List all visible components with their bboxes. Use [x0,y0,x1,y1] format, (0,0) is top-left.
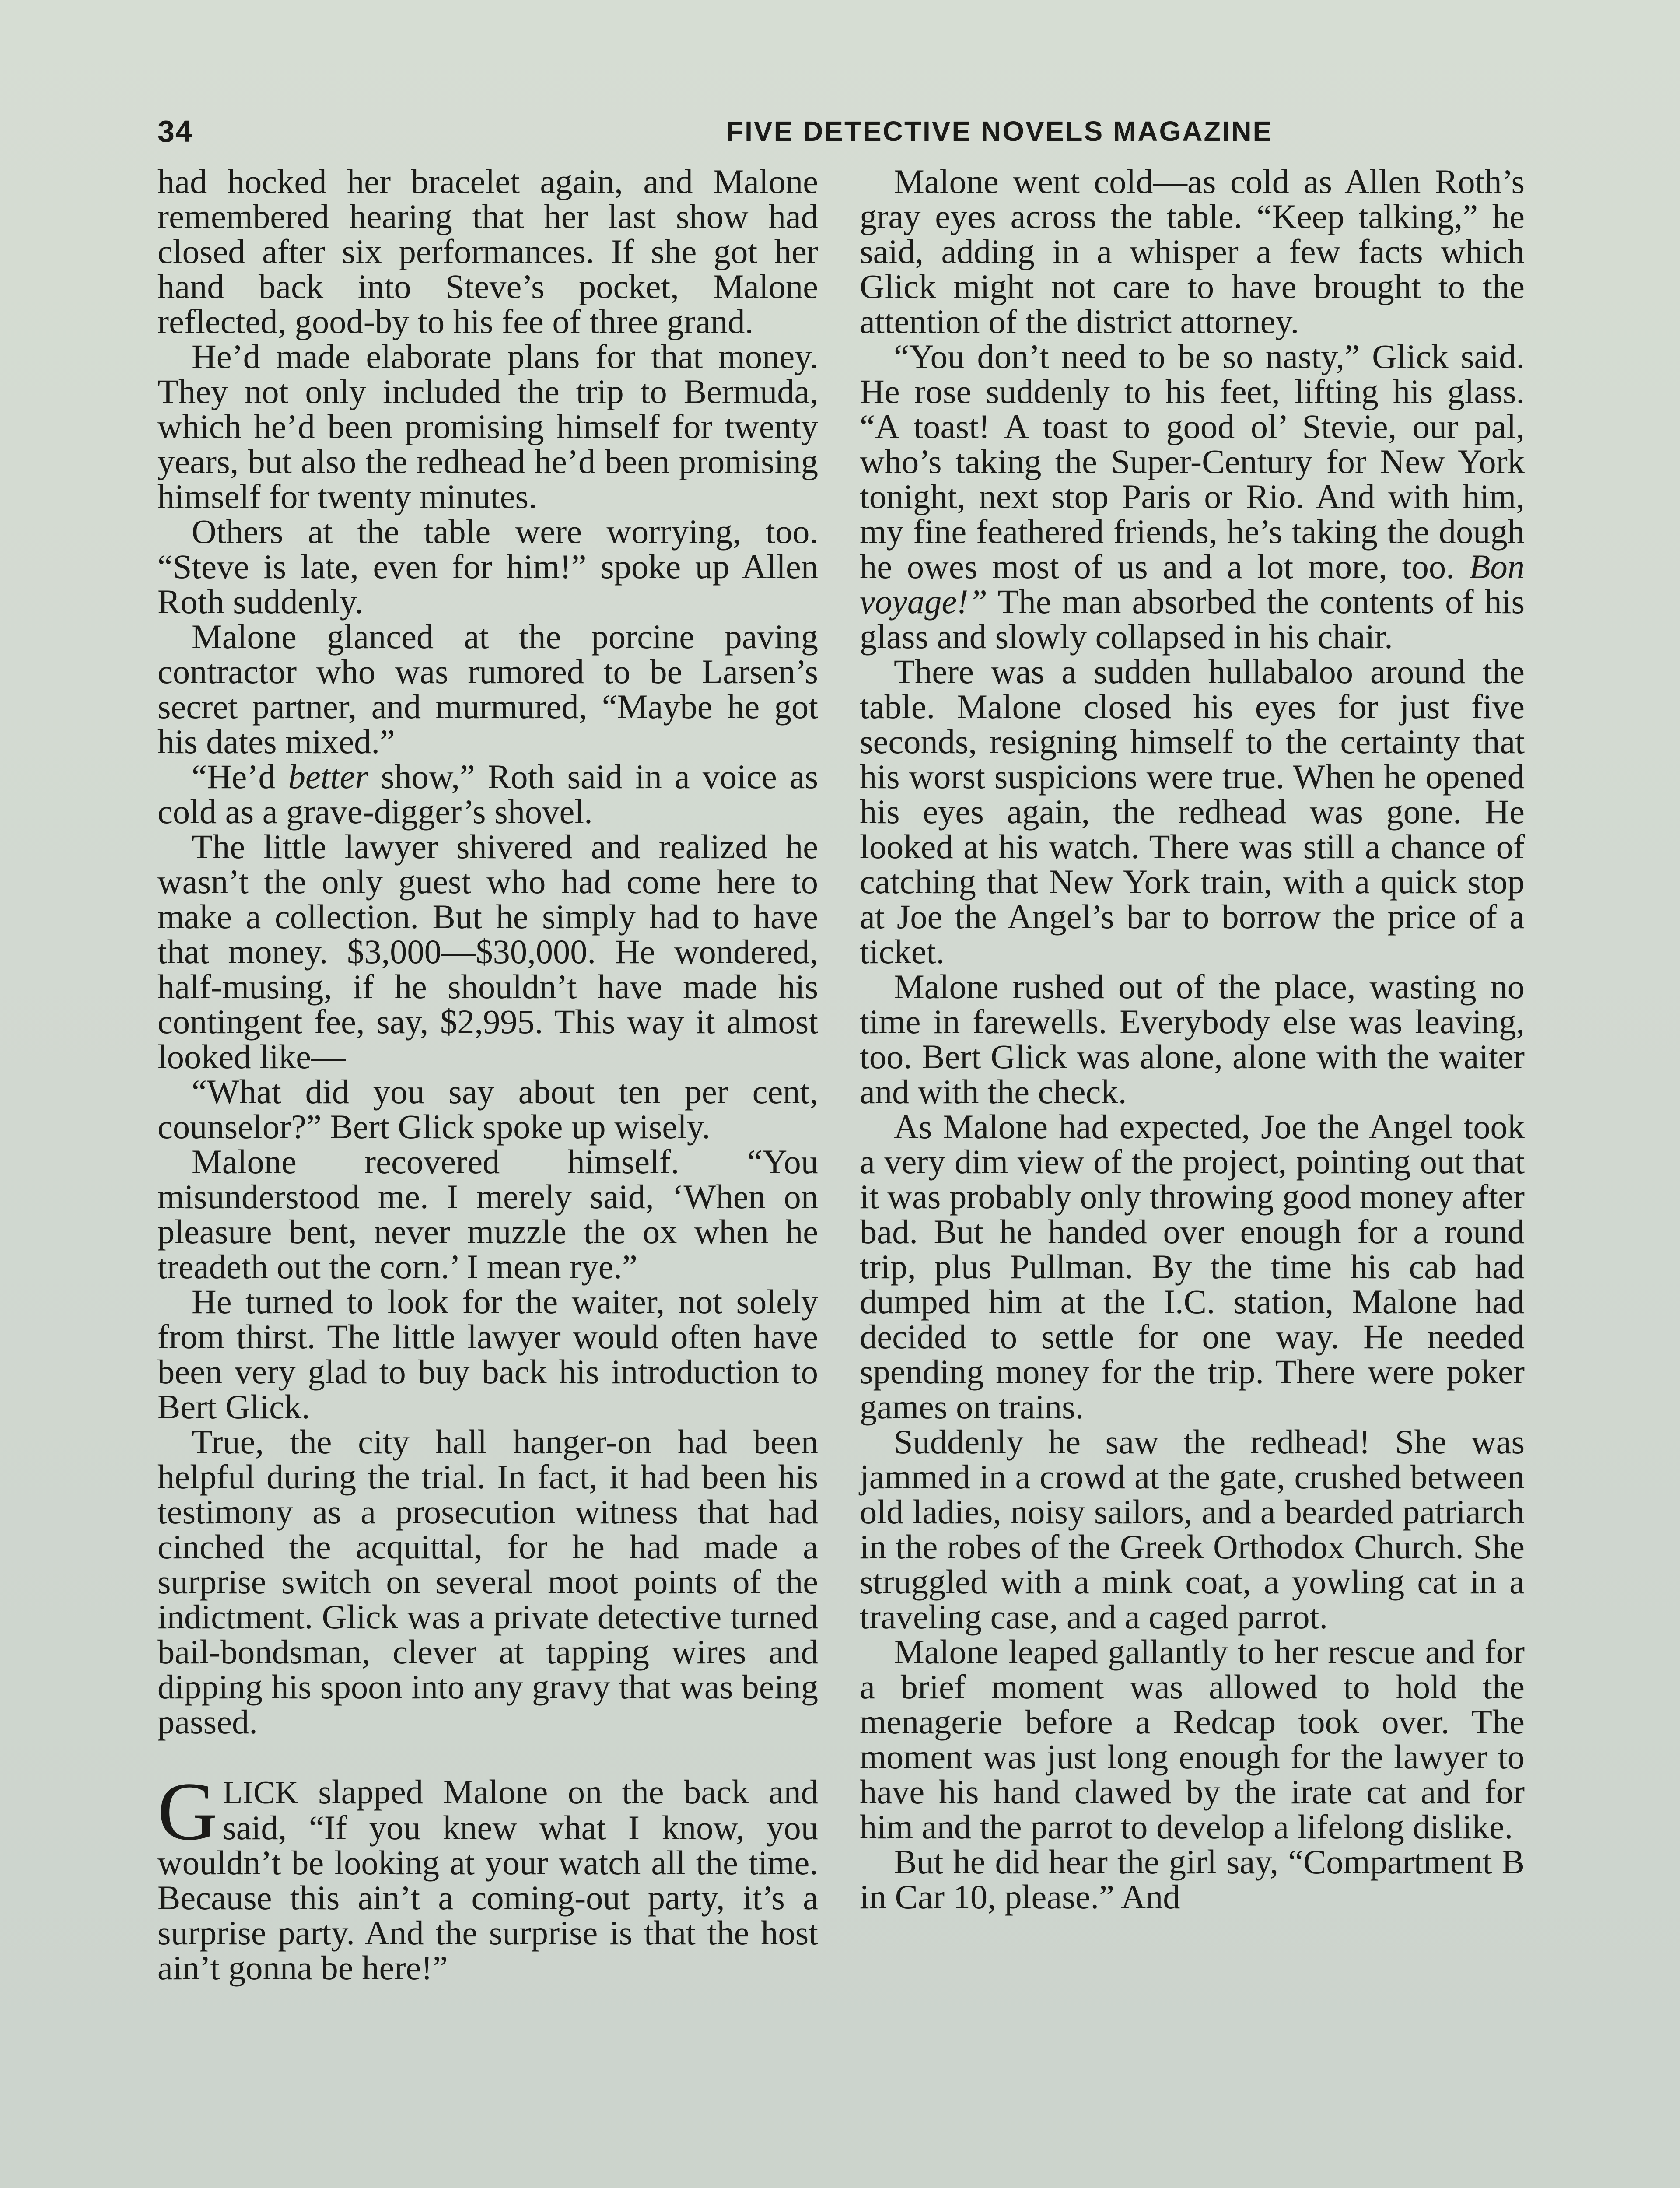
paragraph [158,759,818,829]
text-run: slapped Malone on the back and said, “If you knew what I know, you wouldn’t be looking at your watch all the time. Because this ain’t a coming-out party, it’s a surprise party. And the surprise is that the host ain’t gonna be here!” [158,1773,818,1987]
paragraph: Malone rushed out of the place, wasting no time in farewells. Everybody else was leaving, too. Bert Glick was alone, alone with the waiter and with the check. [860,968,1525,1111]
page-number: 34 [158,114,193,148]
paragraph: “What did you say about ten per cent, counselor?” Bert Glick spoke up wisely. [158,1073,818,1146]
drop-cap: G [158,1766,218,1858]
section-opening-paragraph [158,1766,818,1987]
paragraph: There was a sudden hullabaloo around the table. Malone closed his eyes for just five seconds, resigning himself to the certainty that his worst suspicions were true. When he opened his eyes again, the redhead was gone. He looked at his watch. There was still a chance of catching that New York train, with a quick stop at Joe the Angel’s bar to borrow the price of a ticket. [860,652,1525,971]
paragraph: Malone recovered himself. “You misunderstood me. I merely said, ‘When on pleasure bent, never muzzle the ox when he treadeth out the corn.’ I mean rye.” [158,1143,818,1286]
text-run: “You don’t need to be so nasty,” Glick said. He rose suddenly to his feet, lifting his glass. “A toast! A toast to good ol’ Stevie, our pal, who’s taking the Super-Century for New York tonight, next stop Paris or Rio. And with him, my fine feathered friends, he’s taking the dough he owes most of us and a lot more, too. [860,337,1525,586]
paragraph: As Malone had expected, Joe the Angel took a very dim view of the project, pointing out that it was probably only throwing good money after bad. But he handed over enough for a round trip, plus Pullman. By the time his cab had dumped him at the I.C. station, Malone had decided to settle for one way. He needed spending money for the trip. There were poker games on trains. [860,1108,1525,1426]
paragraph: Suddenly he saw the redhead! She was jammed in a crowd at the gate, crushed between old ladies, noisy sailors, and a bearded patriarch in the robes of the Greek Orthodox Church. She struggled with a mink coat, a yowling cat in a traveling case, and a caged parrot. [860,1423,1525,1636]
paragraph: But he did hear the girl say, “Compartment B in Car 10, please.” And [860,1843,1525,1916]
paragraph [860,339,1525,654]
paragraph: The little lawyer shivered and realized he wasn’t the only guest who had come here to make a collection. But he simply had to have that money. $3,000—$30,000. He wondered, half-musing, if he shouldn’t have made his contingent fee, say, $2,995. This way it almost looked like— [158,828,818,1076]
text-run: The man absorbed the contents of his glass and slowly collapsed in his chair. [860,582,1525,656]
small-caps-lead: LICK [223,1775,298,1811]
paragraph: Malone went cold—as cold as Allen Roth’s gray eyes across the table. “Keep talking,” he said, adding in a whisper a few facts which Glick might not care to have brought to the attention of the district attorney. [860,162,1525,340]
paragraph: Malone leaped gallantly to her rescue and for a brief moment was allowed to hold the menagerie before a Redcap took over. The moment was just long enough for the lawyer to have his hand clawed by the irate cat and for him and the parrot to develop a lifelong dislike. [860,1633,1525,1846]
paragraph: He’d made elaborate plans for that money. They not only included the trip to Bermuda, which he’d been promising himself for twenty years, but also the redhead he’d been promising himself for twenty minutes. [158,337,818,515]
magazine-title: FIVE DETECTIVE NOVELS MAGAZINE [726,116,1273,147]
left-column [158,164,818,1985]
right-column [860,164,1525,1914]
paragraph: He turned to look for the waiter, not solely from thirst. The little lawyer would often have been very glad to buy back his introduction to Bert Glick. [158,1283,818,1426]
italic-text: better [288,757,368,796]
text-run: show,” Roth said in a voice as cold as a grave-digger’s shovel. [158,757,819,831]
paragraph: Malone glanced at the porcine paving contractor who was rumored to be Larsen’s secret partner, and murmured, “Maybe he got his dates mixed.” [158,617,818,761]
paragraph: Others at the table were worrying, too. “Steve is late, even for him!” spoke up Allen Roth suddenly. [158,512,818,621]
text-run: “He’d [192,757,288,796]
italic-text: Bon voyage!” [860,547,1525,621]
page-header [158,112,1522,151]
paragraph: True, the city hall hanger-on had been helpful during the trial. In fact, it had been his testimony as a prosecution witness that had cinched the acquittal, for he had made a surprise switch on several moot points of the indictment. Glick was a private detective turned bail-bondsman, clever at tapping wires and dipping his spoon into any gravy that was being passed. [158,1423,818,1741]
paragraph: had hocked her bracelet again, and Malone remembered hearing that her last show had closed after six performances. If she got her hand back into Steve’s pocket, Malone reflected, good-by to his fee of three grand. [158,162,818,340]
